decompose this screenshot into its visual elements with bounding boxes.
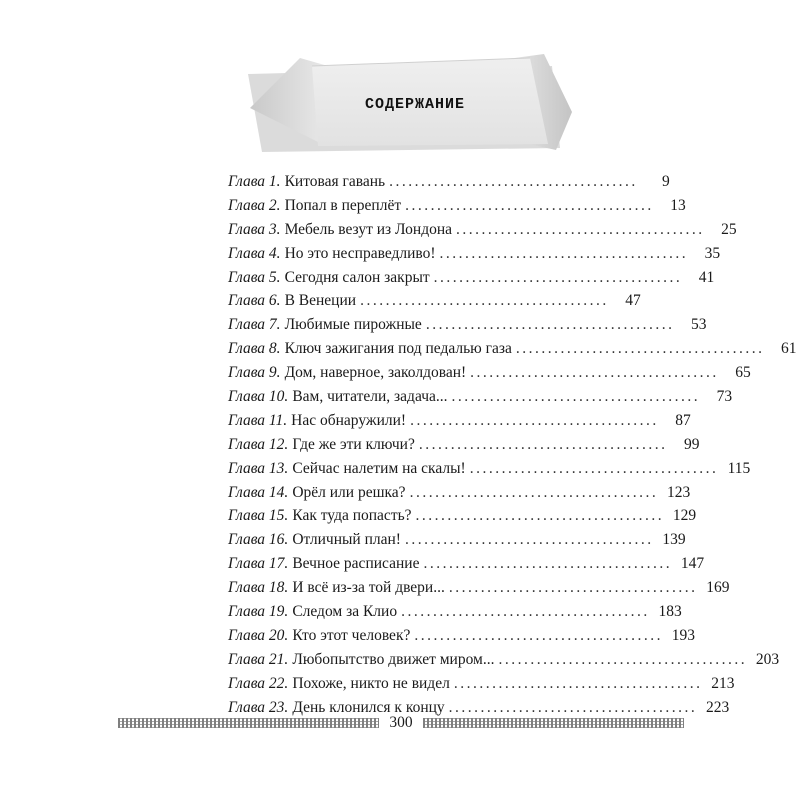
chapter-title: Сейчас налетим на скалы! bbox=[292, 459, 466, 477]
toc-entry bbox=[228, 576, 730, 600]
chapter-page-number: 61 bbox=[781, 340, 797, 358]
chapter-title: Сегодня салон закрыт bbox=[284, 268, 430, 286]
chapter-title: Мебель везут из Лондона bbox=[284, 220, 453, 238]
dot-leader: ....................................... bbox=[470, 364, 719, 382]
chapter-label: Глава 17. bbox=[228, 555, 289, 573]
dot-leader: ....................................... bbox=[433, 268, 683, 286]
chapter-page-number: 115 bbox=[727, 459, 751, 477]
chapter-title: Но это несправедливо! bbox=[284, 244, 436, 262]
chapter-page-number: 203 bbox=[755, 650, 780, 668]
toc-entry bbox=[228, 409, 691, 433]
toc-entry bbox=[228, 289, 641, 313]
chapter-page-number: 53 bbox=[690, 316, 707, 334]
chapter-title: Похоже, никто не видел bbox=[292, 674, 450, 692]
chapter-title: Нас обнаружили! bbox=[291, 411, 407, 429]
toc-entry bbox=[228, 266, 715, 290]
chapter-label: Глава 5. bbox=[228, 268, 281, 286]
chapter-page-number: 9 bbox=[661, 173, 670, 190]
right-ornament bbox=[423, 718, 684, 728]
chapter-page-number: 25 bbox=[721, 220, 737, 238]
chapter-label: Глава 11. bbox=[228, 411, 288, 429]
chapter-label: Глава 6. bbox=[228, 292, 281, 310]
dot-leader: ....................................... bbox=[448, 698, 698, 716]
chapter-title: Отличный план! bbox=[292, 531, 401, 549]
chapter-label: Глава 14. bbox=[228, 483, 289, 501]
chapter-page-number: 129 bbox=[672, 507, 697, 525]
dot-leader: ....................................... bbox=[360, 292, 609, 310]
toc-entry bbox=[228, 242, 721, 266]
dot-leader: ....................................... bbox=[439, 244, 689, 262]
chapter-title: Любимые пирожные bbox=[284, 316, 422, 334]
dot-leader: ....................................... bbox=[451, 388, 701, 406]
chapter-page-number: 169 bbox=[706, 579, 730, 597]
chapter-label: Глава 12. bbox=[228, 435, 289, 453]
toc-entry bbox=[228, 218, 737, 242]
chapter-page-number: 123 bbox=[666, 483, 691, 501]
toc-entry bbox=[228, 504, 697, 528]
dot-leader: ....................................... bbox=[410, 411, 659, 429]
chapter-page-number: 193 bbox=[671, 626, 695, 644]
chapter-label: Глава 20. bbox=[228, 626, 289, 644]
chapter-label: Глава 19. bbox=[228, 603, 289, 621]
chapter-title: Следом за Клио bbox=[292, 603, 398, 621]
toc-entry bbox=[228, 385, 733, 409]
chapter-title: Вам, читатели, задача... bbox=[292, 388, 448, 406]
left-ornament bbox=[118, 718, 379, 728]
chapter-page-number: 147 bbox=[680, 555, 705, 573]
chapter-title: И всё из-за той двери... bbox=[292, 579, 445, 597]
chapter-page-number: 183 bbox=[658, 603, 682, 621]
contents-heading: СОДЕРЖАНИЕ bbox=[364, 96, 465, 113]
table-of-contents bbox=[228, 170, 797, 719]
toc-entry bbox=[228, 672, 735, 696]
toc-entry bbox=[228, 313, 707, 337]
chapter-page-number: 35 bbox=[704, 244, 721, 262]
toc-entry bbox=[228, 457, 751, 481]
toc-entry bbox=[228, 600, 682, 624]
chapter-page-number: 223 bbox=[706, 698, 730, 716]
toc-entry bbox=[228, 648, 780, 672]
dot-leader: ....................................... bbox=[448, 579, 698, 597]
toc-entry bbox=[228, 433, 700, 457]
dot-leader: ....................................... bbox=[389, 173, 638, 190]
chapter-title: Дом, наверное, заколдован! bbox=[284, 364, 467, 382]
chapter-label: Глава 22. bbox=[228, 674, 289, 692]
chapter-page-number: 139 bbox=[662, 531, 686, 549]
chapter-label: Глава 10. bbox=[228, 388, 289, 406]
chapter-page-number: 47 bbox=[625, 292, 641, 310]
dot-leader: ....................................... bbox=[425, 316, 675, 334]
chapter-page-number: 73 bbox=[716, 388, 733, 406]
chapter-label: Глава 3. bbox=[228, 220, 281, 238]
chapter-title: Вечное расписание bbox=[292, 555, 420, 573]
chapter-title: Попал в переплёт bbox=[284, 196, 402, 214]
chapter-page-number: 99 bbox=[683, 435, 700, 453]
dot-leader: ....................................... bbox=[456, 220, 705, 238]
chapter-page-number: 41 bbox=[698, 268, 715, 286]
chapter-title: Кто этот человек? bbox=[292, 626, 411, 644]
toc-entry bbox=[228, 552, 705, 576]
toc-entry bbox=[228, 481, 691, 505]
chapter-label: Глава 4. bbox=[228, 244, 281, 262]
chapter-page-number: 213 bbox=[711, 674, 735, 692]
chapter-page-number: 87 bbox=[675, 411, 691, 429]
chapter-title: Любопытство движет миром... bbox=[292, 650, 495, 668]
chapter-label: Глава 15. bbox=[228, 507, 289, 525]
dot-leader: ....................................... bbox=[414, 626, 663, 644]
chapter-page-number: 65 bbox=[735, 364, 751, 382]
chapter-label: Глава 8. bbox=[228, 340, 281, 358]
dot-leader: ....................................... bbox=[418, 435, 668, 453]
dot-leader: ....................................... bbox=[469, 459, 719, 477]
toc-entry bbox=[228, 194, 686, 218]
dot-leader: ....................................... bbox=[423, 555, 673, 573]
chapter-title: Орёл или решка? bbox=[292, 483, 406, 501]
chapter-label: Глава 21. bbox=[228, 650, 289, 668]
dot-leader: ....................................... bbox=[415, 507, 665, 525]
toc-entry bbox=[228, 624, 695, 648]
chapter-title: Китовая гавань bbox=[284, 173, 386, 190]
chapter-label: Глава 7. bbox=[228, 316, 281, 334]
chapter-title: Ключ зажигания под педалью газа bbox=[284, 340, 512, 358]
chapter-page-number: 13 bbox=[670, 196, 686, 214]
chapter-title: Где же эти ключи? bbox=[292, 435, 415, 453]
dot-leader: ....................................... bbox=[401, 603, 650, 621]
dot-leader: ....................................... bbox=[515, 340, 765, 358]
page-number: 300 bbox=[389, 714, 413, 731]
chapter-label: Глава 16. bbox=[228, 531, 289, 549]
chapter-label: Глава 13. bbox=[228, 459, 289, 477]
chapter-title: День клонился к концу bbox=[292, 698, 445, 716]
chapter-label: Глава 23. bbox=[228, 698, 289, 716]
toc-entry bbox=[228, 361, 751, 385]
toc-entry bbox=[228, 337, 797, 361]
chapter-title: В Венеции bbox=[284, 292, 357, 310]
dot-leader: ....................................... bbox=[409, 483, 659, 501]
chapter-label: Глава 1. bbox=[228, 173, 281, 190]
chapter-label: Глава 18. bbox=[228, 579, 289, 597]
toc-entry bbox=[228, 170, 670, 194]
dot-leader: ....................................... bbox=[453, 674, 703, 692]
dot-leader: ....................................... bbox=[498, 650, 748, 668]
chapter-label: Глава 2. bbox=[228, 196, 281, 214]
dot-leader: ....................................... bbox=[404, 531, 654, 549]
page-footer bbox=[118, 712, 684, 734]
chapter-title: Как туда попасть? bbox=[292, 507, 412, 525]
dot-leader: ....................................... bbox=[405, 196, 654, 214]
chapter-label: Глава 9. bbox=[228, 364, 281, 382]
toc-entry bbox=[228, 528, 686, 552]
